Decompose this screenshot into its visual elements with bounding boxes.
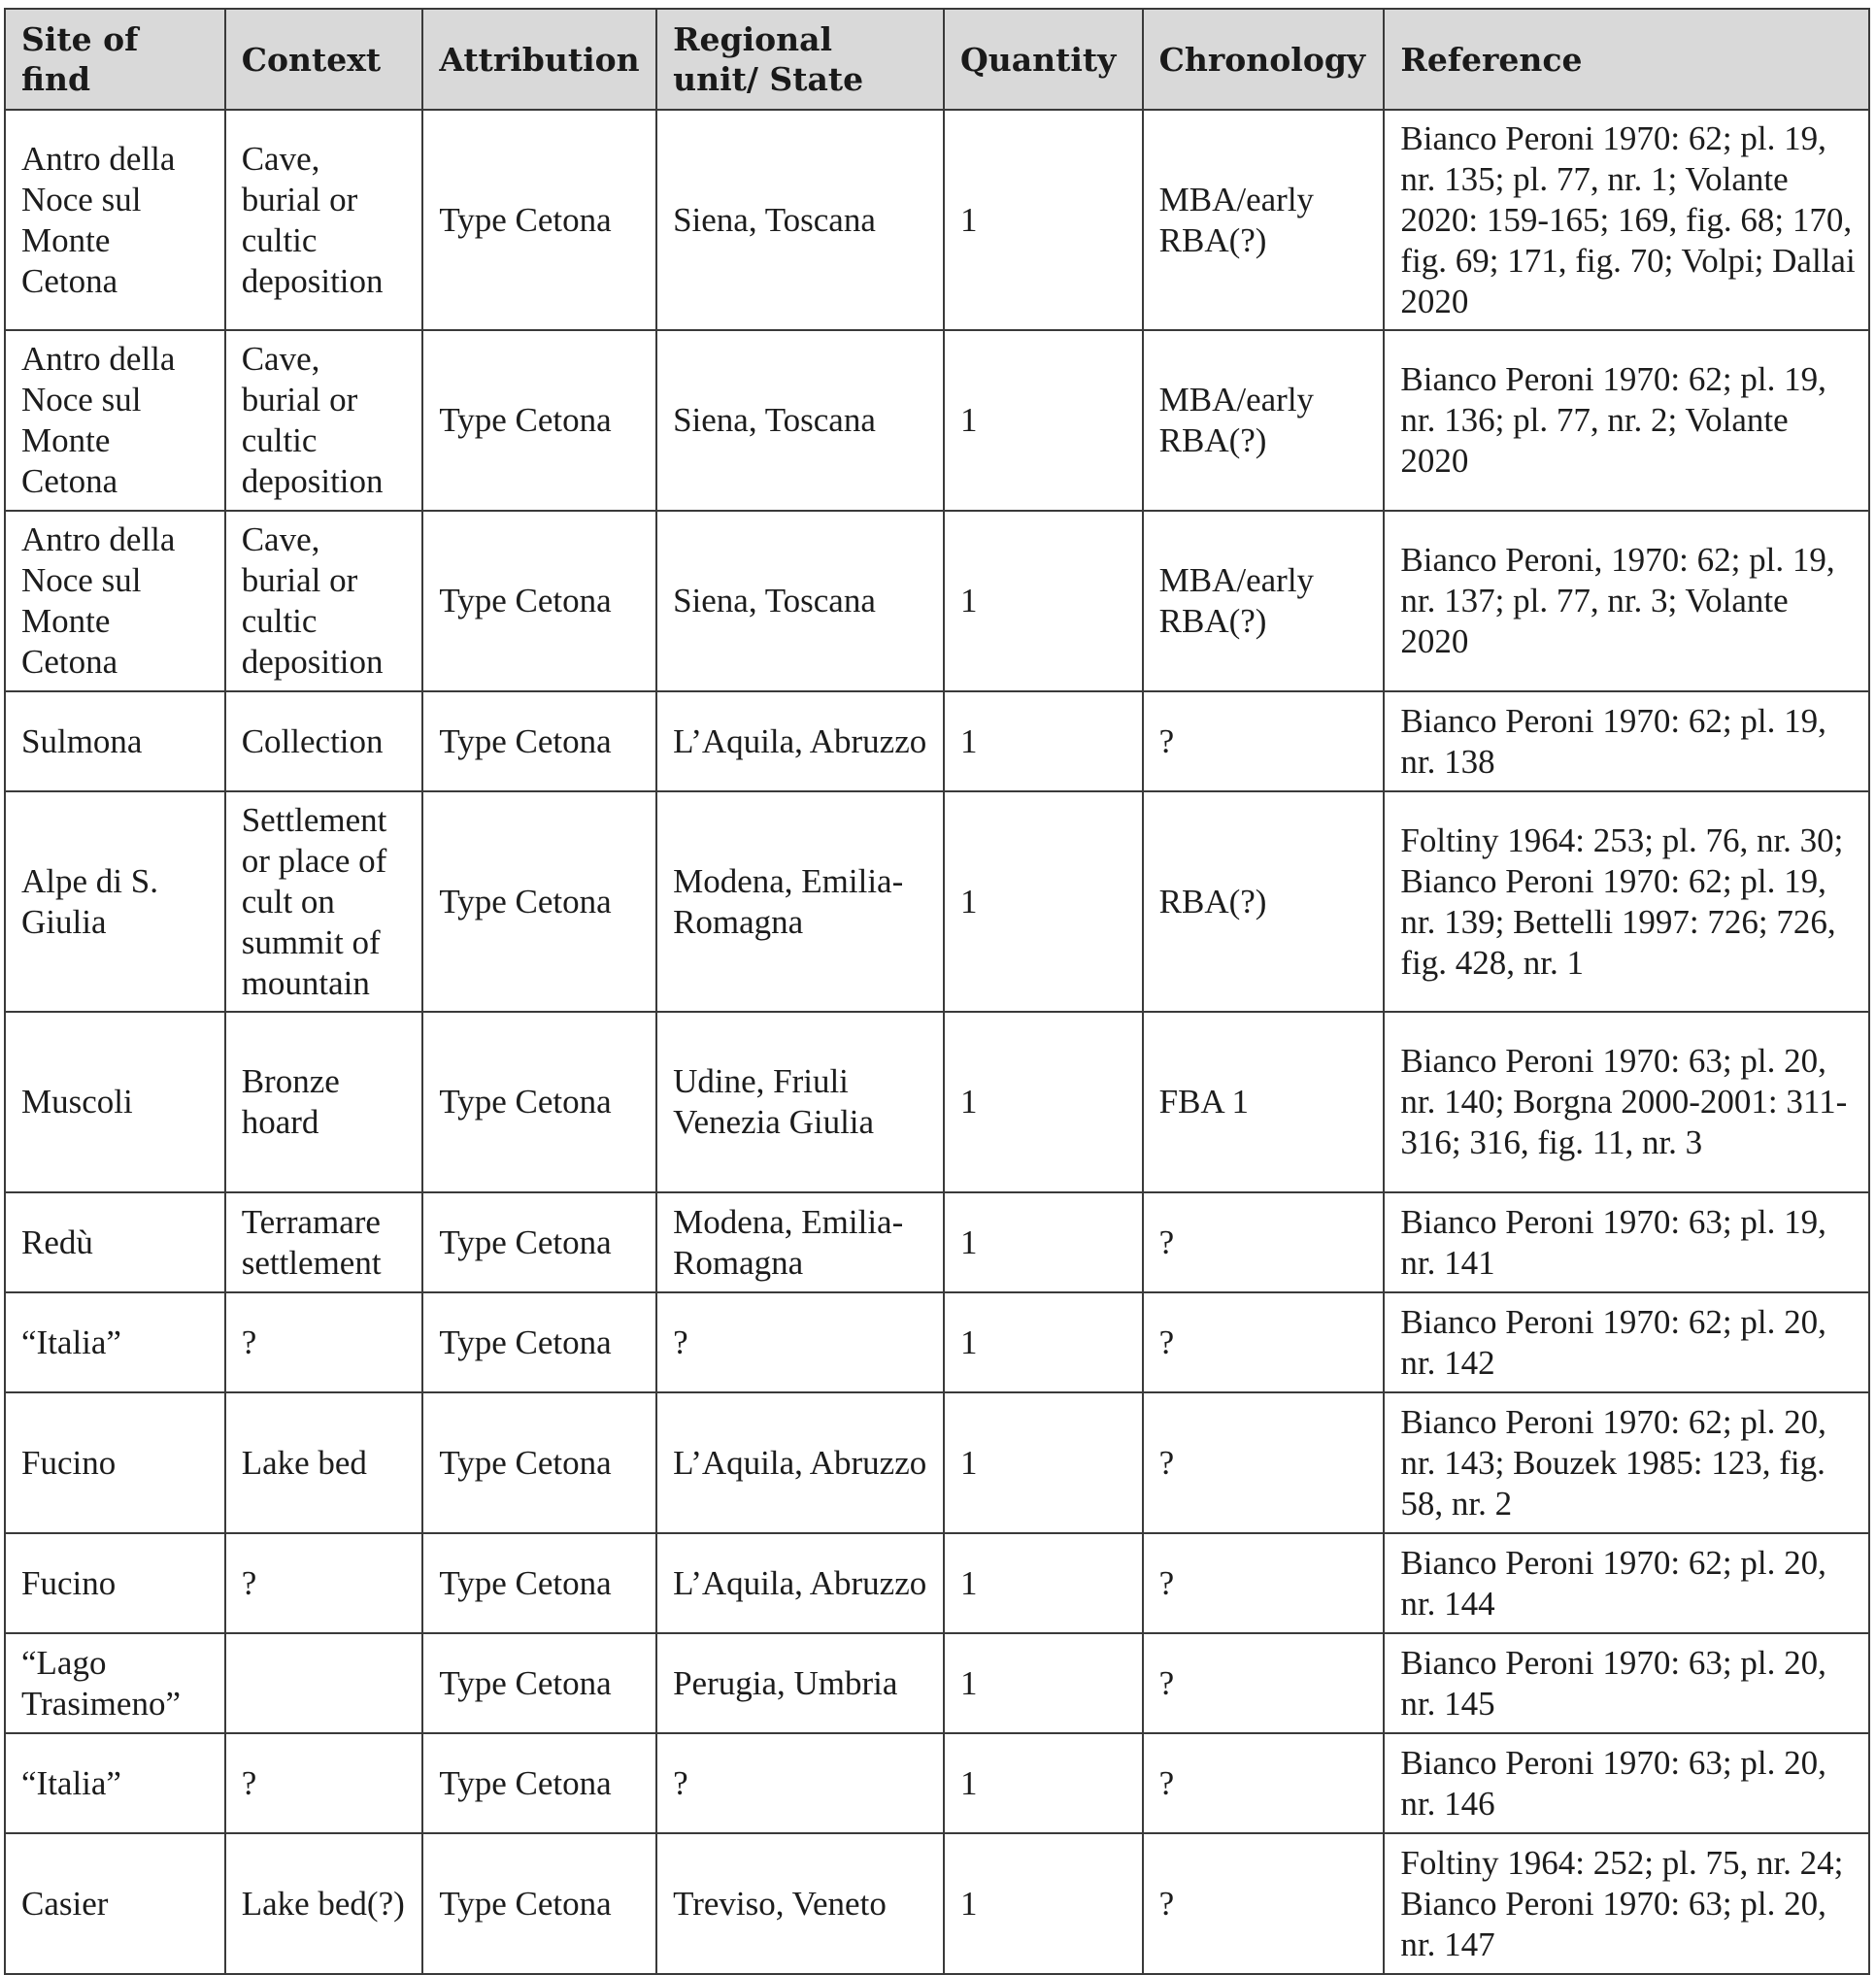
cell-region: L’Aquila, Abruzzo <box>656 1533 944 1633</box>
cell-region: ? <box>656 1733 944 1833</box>
cell-attribution: Type Cetona <box>422 1012 656 1192</box>
cell-region: ? <box>656 1292 944 1392</box>
cell-context: Lake bed(?) <box>225 1833 423 1974</box>
cell-region: Modena, Emilia-Romagna <box>656 791 944 1012</box>
table-row <box>5 1392 1869 1533</box>
cell-site: Sulmona <box>5 691 225 791</box>
table-row <box>5 1012 1869 1192</box>
cell-attribution: Type Cetona <box>422 1733 656 1833</box>
header-chronology: Chronology <box>1143 9 1385 110</box>
cell-chronology: MBA/early RBA(?) <box>1143 511 1385 691</box>
cell-site: “Italia” <box>5 1292 225 1392</box>
cell-reference: Bianco Peroni 1970: 63; pl. 20, nr. 140; Borgna 2000-2001: 311-316; 316, fig. 11, nr. 3 <box>1384 1012 1869 1192</box>
cell-reference: Bianco Peroni 1970: 62; pl. 19, nr. 135; pl. 77, nr. 1; Volante 2020: 159-165; 169, fig. 68; 170, fig. 69; 171, fig. 70; Volpi; Dallai 2020 <box>1384 110 1869 330</box>
cell-site: Casier <box>5 1833 225 1974</box>
table-row <box>5 1833 1869 1974</box>
cell-chronology: ? <box>1143 691 1385 791</box>
cell-reference: Bianco Peroni 1970: 62; pl. 20, nr. 144 <box>1384 1533 1869 1633</box>
cell-chronology: RBA(?) <box>1143 791 1385 1012</box>
header-regional-unit: Regional unit/ State <box>656 9 944 110</box>
cell-reference: Bianco Peroni 1970: 62; pl. 19, nr. 136; pl. 77, nr. 2; Volante 2020 <box>1384 330 1869 511</box>
cell-attribution: Type Cetona <box>422 511 656 691</box>
cell-region: Perugia, Umbria <box>656 1633 944 1733</box>
header-context: Context <box>225 9 423 110</box>
cell-context: Cave, burial or cultic deposition <box>225 110 423 330</box>
cell-context: Settlement or place of cult on summit of mountain <box>225 791 423 1012</box>
cell-context: Collection <box>225 691 423 791</box>
table-row <box>5 791 1869 1012</box>
finds-table <box>4 8 1870 1975</box>
header-attribution: Attribution <box>422 9 656 110</box>
cell-site: Fucino <box>5 1533 225 1633</box>
cell-attribution: Type Cetona <box>422 1292 656 1392</box>
cell-region: Siena, Toscana <box>656 511 944 691</box>
cell-site: “Lago Trasimeno” <box>5 1633 225 1733</box>
cell-region: L’Aquila, Abruzzo <box>656 1392 944 1533</box>
cell-reference: Bianco Peroni 1970: 63; pl. 19, nr. 141 <box>1384 1192 1869 1292</box>
cell-chronology: FBA 1 <box>1143 1012 1385 1192</box>
cell-quantity: 1 <box>944 330 1143 511</box>
cell-region: Siena, Toscana <box>656 330 944 511</box>
cell-quantity: 1 <box>944 1633 1143 1733</box>
cell-quantity: 1 <box>944 1833 1143 1974</box>
cell-context: Cave, burial or cultic deposition <box>225 511 423 691</box>
cell-quantity: 1 <box>944 791 1143 1012</box>
cell-quantity: 1 <box>944 1392 1143 1533</box>
cell-site: Antro della Noce sul Monte Cetona <box>5 511 225 691</box>
cell-quantity: 1 <box>944 110 1143 330</box>
cell-reference: Bianco Peroni 1970: 62; pl. 20, nr. 143; Bouzek 1985: 123, fig. 58, nr. 2 <box>1384 1392 1869 1533</box>
cell-site: “Italia” <box>5 1733 225 1833</box>
cell-context: Bronze hoard <box>225 1012 423 1192</box>
cell-attribution: Type Cetona <box>422 110 656 330</box>
cell-reference: Bianco Peroni, 1970: 62; pl. 19, nr. 137; pl. 77, nr. 3; Volante 2020 <box>1384 511 1869 691</box>
cell-attribution: Type Cetona <box>422 1633 656 1733</box>
header-site-of-find: Site of find <box>5 9 225 110</box>
cell-quantity: 1 <box>944 1012 1143 1192</box>
cell-site: Alpe di S. Giulia <box>5 791 225 1012</box>
cell-reference: Bianco Peroni 1970: 62; pl. 20, nr. 142 <box>1384 1292 1869 1392</box>
cell-context: Lake bed <box>225 1392 423 1533</box>
cell-chronology: ? <box>1143 1392 1385 1533</box>
cell-quantity: 1 <box>944 1292 1143 1392</box>
cell-chronology: ? <box>1143 1733 1385 1833</box>
table-row <box>5 330 1869 511</box>
cell-chronology: MBA/early RBA(?) <box>1143 330 1385 511</box>
cell-reference: Bianco Peroni 1970: 62; pl. 19, nr. 138 <box>1384 691 1869 791</box>
cell-site: Muscoli <box>5 1012 225 1192</box>
cell-region: Siena, Toscana <box>656 110 944 330</box>
cell-region: Treviso, Veneto <box>656 1833 944 1974</box>
cell-attribution: Type Cetona <box>422 1192 656 1292</box>
cell-attribution: Type Cetona <box>422 1533 656 1633</box>
cell-context: ? <box>225 1733 423 1833</box>
cell-region: Modena, Emilia-Romagna <box>656 1192 944 1292</box>
cell-reference: Foltiny 1964: 252; pl. 75, nr. 24; Bianco Peroni 1970: 63; pl. 20, nr. 147 <box>1384 1833 1869 1974</box>
cell-chronology: ? <box>1143 1633 1385 1733</box>
cell-chronology: MBA/early RBA(?) <box>1143 110 1385 330</box>
cell-chronology: ? <box>1143 1192 1385 1292</box>
cell-context: ? <box>225 1292 423 1392</box>
cell-chronology: ? <box>1143 1292 1385 1392</box>
cell-site: Redù <box>5 1192 225 1292</box>
cell-attribution: Type Cetona <box>422 691 656 791</box>
cell-context <box>225 1633 423 1733</box>
table-row <box>5 1633 1869 1733</box>
cell-region: L’Aquila, Abruzzo <box>656 691 944 791</box>
table-row <box>5 1292 1869 1392</box>
cell-quantity: 1 <box>944 1733 1143 1833</box>
cell-attribution: Type Cetona <box>422 330 656 511</box>
cell-site: Fucino <box>5 1392 225 1533</box>
table-row <box>5 511 1869 691</box>
table-row <box>5 1533 1869 1633</box>
cell-reference: Bianco Peroni 1970: 63; pl. 20, nr. 145 <box>1384 1633 1869 1733</box>
table-row <box>5 691 1869 791</box>
cell-chronology: ? <box>1143 1833 1385 1974</box>
cell-attribution: Type Cetona <box>422 1833 656 1974</box>
cell-attribution: Type Cetona <box>422 791 656 1012</box>
cell-region: Udine, Friuli Venezia Giulia <box>656 1012 944 1192</box>
cell-reference: Foltiny 1964: 253; pl. 76, nr. 30; Bianco Peroni 1970: 62; pl. 19, nr. 139; Bettelli 1997: 726; 726, fig. 428, nr. 1 <box>1384 791 1869 1012</box>
cell-quantity: 1 <box>944 1533 1143 1633</box>
cell-chronology: ? <box>1143 1533 1385 1633</box>
cell-quantity: 1 <box>944 1192 1143 1292</box>
table-row <box>5 110 1869 330</box>
cell-context: Terramare settlement <box>225 1192 423 1292</box>
cell-attribution: Type Cetona <box>422 1392 656 1533</box>
table-header-row <box>5 9 1869 110</box>
cell-site: Antro della Noce sul Monte Cetona <box>5 330 225 511</box>
header-quantity: Quantity <box>944 9 1143 110</box>
table-row <box>5 1192 1869 1292</box>
finds-table-container <box>4 8 1870 1975</box>
cell-quantity: 1 <box>944 691 1143 791</box>
cell-quantity: 1 <box>944 511 1143 691</box>
header-reference: Reference <box>1384 9 1869 110</box>
cell-reference: Bianco Peroni 1970: 63; pl. 20, nr. 146 <box>1384 1733 1869 1833</box>
cell-context: ? <box>225 1533 423 1633</box>
cell-context: Cave, burial or cultic deposition <box>225 330 423 511</box>
cell-site: Antro della Noce sul Monte Cetona <box>5 110 225 330</box>
table-row <box>5 1733 1869 1833</box>
